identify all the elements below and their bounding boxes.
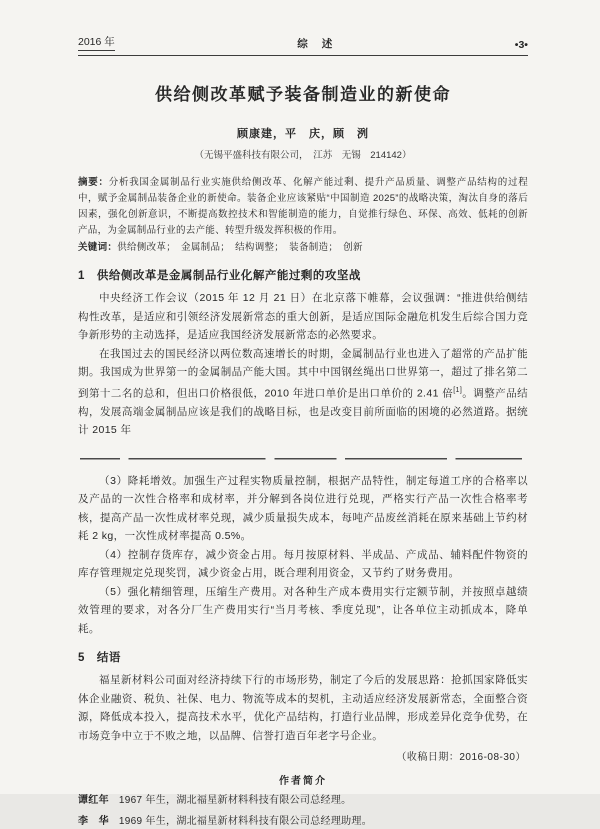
author-bio-row (78, 794, 528, 808)
author-bio-row (78, 815, 528, 829)
section-5-heading: 5 结语 (78, 652, 121, 664)
received-date: （收稿日期：2016-08-30） (396, 752, 526, 763)
running-head-year: 2016 年 (78, 34, 115, 51)
keywords-label: 关键词： (78, 242, 118, 253)
author-bio-info: 1967 年生，湖北福星新材料科技有限公司总经理。 (118, 795, 352, 806)
affiliation-line: （无锡平盛科技有限公司， 江苏 无锡 214142） (194, 150, 412, 161)
list-item-5: （5）强化精细管理，压缩生产费用。对各种生产成本费用实行定额节制，并按照卓越绩效管理的要求，对各分厂生产费用实行“当月考核、季度兑现”，让各单位主动抓成本，降单耗。 (78, 585, 528, 635)
reference-marker: [1] (453, 386, 463, 394)
list-item-3: （3）降耗增效。加强生产过程实物质量控制，根据产品特性，制定每道工序的合格率以及产品的一次性合格率和成材率，并分解到各岗位进行兑现，严格实行产品一次性合格率考核，提高产品一次性成材率兑现，减少质量损失成本，每吨产品废丝消耗在原来基础上节约材耗 2 kg，一次性成材率提高 0.5%。 (78, 474, 528, 542)
list-item-4: （4）控制存货库存，减少资金占用。每月按原材料、半成品、产成品、辅料配件物资的库存管理规定兑现奖罚，减少资金占用，既合理利用资金，又节约了财务费用。 (78, 548, 528, 579)
conclusion-paragraph: 福星新材料公司面对经济持续下行的市场形势，制定了今后的发展思路：抢抓国家降低实体企业融资、税负、社保、电力、物流等成本的契机，主动适应经济发展新常态，全面整合资源，降低成本投入，提高技术水平，优化产品结构，打造行业品牌，形成差异化竞争优势，在市场竞争中立于不败之地，以品牌、信誉打造百年老字号企业。 (78, 674, 528, 742)
abstract-paragraph (78, 175, 528, 239)
section-1-paragraph-2 (78, 345, 528, 440)
section-1-heading: 1 供给侧改革是金属制品行业化解产能过剩的攻坚战 (78, 270, 361, 282)
keywords-text: 供给侧改革； 金属制品； 结构调整； 装备制造； 创新 (117, 242, 363, 253)
keywords-line (78, 240, 528, 256)
abstract-label: 摘要： (78, 177, 109, 188)
paragraph-2-text: 在我国过去的国民经济以两位数高速增长的时期，金属制品行业也进入了超常的产品扩能期。我国成为世界第一的金属制品产能大国。其中中国钢丝绳出口世界第一，超过了排名第二到第十二名的总和，但出口价格很低，2010 年进口单价是出口单价的 2.41 倍 (78, 347, 528, 399)
running-head-column-title: 综述 (297, 38, 347, 50)
author-bio-name: 李 华 (78, 816, 109, 827)
running-head-page-number: •3• (514, 39, 528, 51)
paragraph-2-text-continued: 。调整产品结构，发展高端金属制品应该是我们的战略目标，也是改变目前所面临的困境的必然道路。据统计 2015 年 (78, 387, 528, 436)
author-bio-name: 谭红年 (78, 795, 109, 806)
abstract-text: 分析我国金属制品行业实施供给侧改革、化解产能过剩、提升产品质量、调整产品结构的过程中，赋予金属制品装备企业的新使命。装备企业应该紧贴“中国制造 2025”的战略决策，淘汰自身的落后因素，强化创新意识，不断提高数控技术和智能制造的能力，自觉推行绿色、环保、高效、低耗的创新产品，为金属制品行业的去产能、转型升级发挥积极的作用。 (78, 177, 528, 236)
section-1-paragraph-1: 中央经济工作会议（2015 年 12 月 21 日）在北京落下帷幕，会议强调：“推进供给侧结构性改革，是适应和引领经济发展新常态的重大创新，是适应国际金融危机发生后综合国力竞争新形势的主动选择，是适应我国经济发展新常态的必然要求。 (78, 292, 528, 341)
article-title: 供给侧改革赋予装备制造业的新使命 (155, 85, 451, 104)
author-bio-info: 1969 年生，湖北福星新材料科技有限公司总经理助理。 (118, 816, 373, 827)
running-head (78, 34, 528, 56)
authors-line: 顾康建，平 庆，顾 洌 (237, 128, 369, 140)
abstract-block (78, 175, 528, 256)
author-bio-heading: 作者简介 (279, 776, 327, 787)
article-divider-rule (80, 458, 522, 460)
